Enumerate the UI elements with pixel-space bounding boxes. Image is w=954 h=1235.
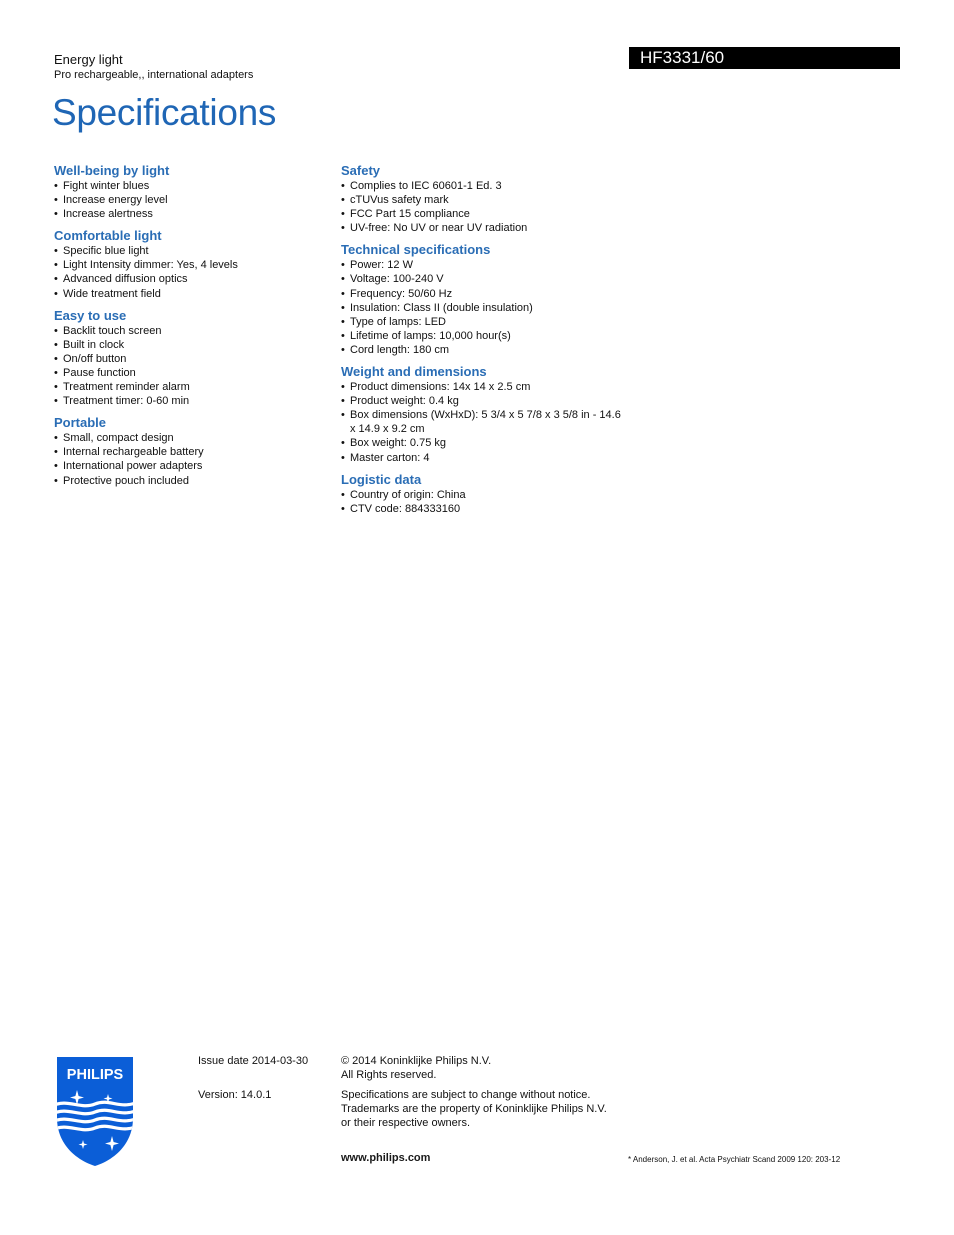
spec-item: • Internal rechargeable battery — [54, 445, 339, 459]
spec-column-left — [54, 163, 339, 495]
spec-list — [341, 258, 626, 357]
spec-section-safety — [341, 163, 626, 235]
section-heading: Portable — [54, 415, 107, 431]
spec-item: • Increase energy level — [54, 193, 339, 207]
spec-item: • FCC Part 15 compliance — [341, 207, 626, 221]
spec-section-portable — [54, 415, 339, 487]
legal-notice — [341, 1088, 621, 1130]
spec-item: • Advanced diffusion optics — [54, 272, 339, 286]
spec-section-comfortable-light — [54, 228, 339, 300]
spec-list — [341, 488, 626, 516]
spec-item: • Small, compact design — [54, 431, 339, 445]
copyright-notice — [341, 1054, 491, 1082]
section-heading: Weight and dimensions — [341, 364, 487, 380]
spec-list — [54, 324, 339, 409]
spec-item: • Frequency: 50/60 Hz — [341, 287, 626, 301]
model-badge: HF3331/60 — [629, 47, 900, 69]
version-number: Version: 14.0.1 — [198, 1089, 272, 1101]
spec-item: • Wide treatment field — [54, 287, 339, 301]
spec-section-logistic-data — [341, 472, 626, 516]
spec-item: • Product dimensions: 14x 14 x 2.5 cm — [341, 380, 626, 394]
copyright-line: All Rights reserved. — [341, 1069, 437, 1081]
spec-item: • Increase alertness — [54, 207, 339, 221]
spec-item: • On/off button — [54, 352, 339, 366]
issue-date: Issue date 2014-03-30 — [198, 1055, 309, 1067]
spec-item: • Power: 12 W — [341, 258, 626, 272]
spec-list — [54, 244, 339, 300]
spec-item: • Product weight: 0.4 kg — [341, 394, 626, 408]
notice-line: Trademarks are the property of Koninklijke Philips N.V. — [341, 1103, 607, 1115]
notice-line: Specifications are subject to change without notice. — [341, 1089, 591, 1101]
spec-column-right — [341, 163, 626, 523]
spec-item: • Master carton: 4 — [341, 451, 626, 465]
spec-item: • cTUVus safety mark — [341, 193, 626, 207]
section-heading: Technical specifications — [341, 242, 491, 258]
spec-item: • Backlit touch screen — [54, 324, 339, 338]
spec-item: • UV-free: No UV or near UV radiation — [341, 221, 626, 235]
spec-item: • Country of origin: China — [341, 488, 626, 502]
spec-item: • Built in clock — [54, 338, 339, 352]
product-name: Energy light — [54, 52, 123, 67]
spec-item: • Treatment timer: 0-60 min — [54, 394, 339, 408]
spec-item: • Pause function — [54, 366, 339, 380]
spec-item: • Cord length: 180 cm — [341, 343, 626, 357]
spec-item: • Fight winter blues — [54, 179, 339, 193]
spec-item: • Protective pouch included — [54, 474, 339, 488]
spec-item: • Type of lamps: LED — [341, 315, 626, 329]
spec-section-weight-and-dimensions — [341, 364, 626, 465]
product-subtitle: Pro rechargeable,, international adapters — [54, 69, 254, 81]
spec-section-technical-specifications — [341, 242, 626, 357]
section-heading: Well-being by light — [54, 163, 170, 178]
spec-list — [54, 179, 339, 221]
spec-item: • Light Intensity dimmer: Yes, 4 levels — [54, 258, 339, 272]
section-heading: Comfortable light — [54, 228, 162, 244]
spec-item: • Box dimensions (WxHxD): 5 3/4 x 5 7/8 x 3 5/8 in - 14.6 x 14.9 x 9.2 cm — [341, 408, 626, 436]
spec-item: • International power adapters — [54, 459, 339, 473]
spec-list — [341, 179, 626, 235]
page-title: Specifications — [52, 92, 277, 133]
spec-list — [341, 380, 626, 465]
footnote: * Anderson, J. et al. Acta Psychiatr Scand 2009 120: 203-12 — [628, 1155, 841, 1164]
spec-item: • Treatment reminder alarm — [54, 380, 339, 394]
copyright-line: © 2014 Koninklijke Philips N.V. — [341, 1055, 492, 1067]
spec-section-easy-to-use — [54, 308, 339, 409]
section-heading: Safety — [341, 163, 381, 178]
spec-list — [54, 431, 339, 487]
spec-section-well-being-by-light — [54, 163, 339, 221]
section-heading: Easy to use — [54, 307, 127, 323]
notice-line: or their respective owners. — [341, 1117, 470, 1129]
section-heading: Logistic data — [341, 471, 422, 487]
spec-item: • CTV code: 884333160 — [341, 502, 626, 516]
spec-item: • Lifetime of lamps: 10,000 hour(s) — [341, 329, 626, 343]
logo-wordmark: PHILIPS — [66, 1067, 124, 1083]
website-link[interactable]: www.philips.com — [341, 1152, 431, 1164]
philips-shield-logo — [54, 1054, 136, 1168]
spec-item: • Box weight: 0.75 kg — [341, 436, 626, 450]
spec-item: • Insulation: Class II (double insulation) — [341, 301, 626, 315]
spec-item: • Voltage: 100-240 V — [341, 272, 626, 286]
spec-item: • Complies to IEC 60601-1 Ed. 3 — [341, 179, 626, 193]
spec-item: • Specific blue light — [54, 244, 339, 258]
